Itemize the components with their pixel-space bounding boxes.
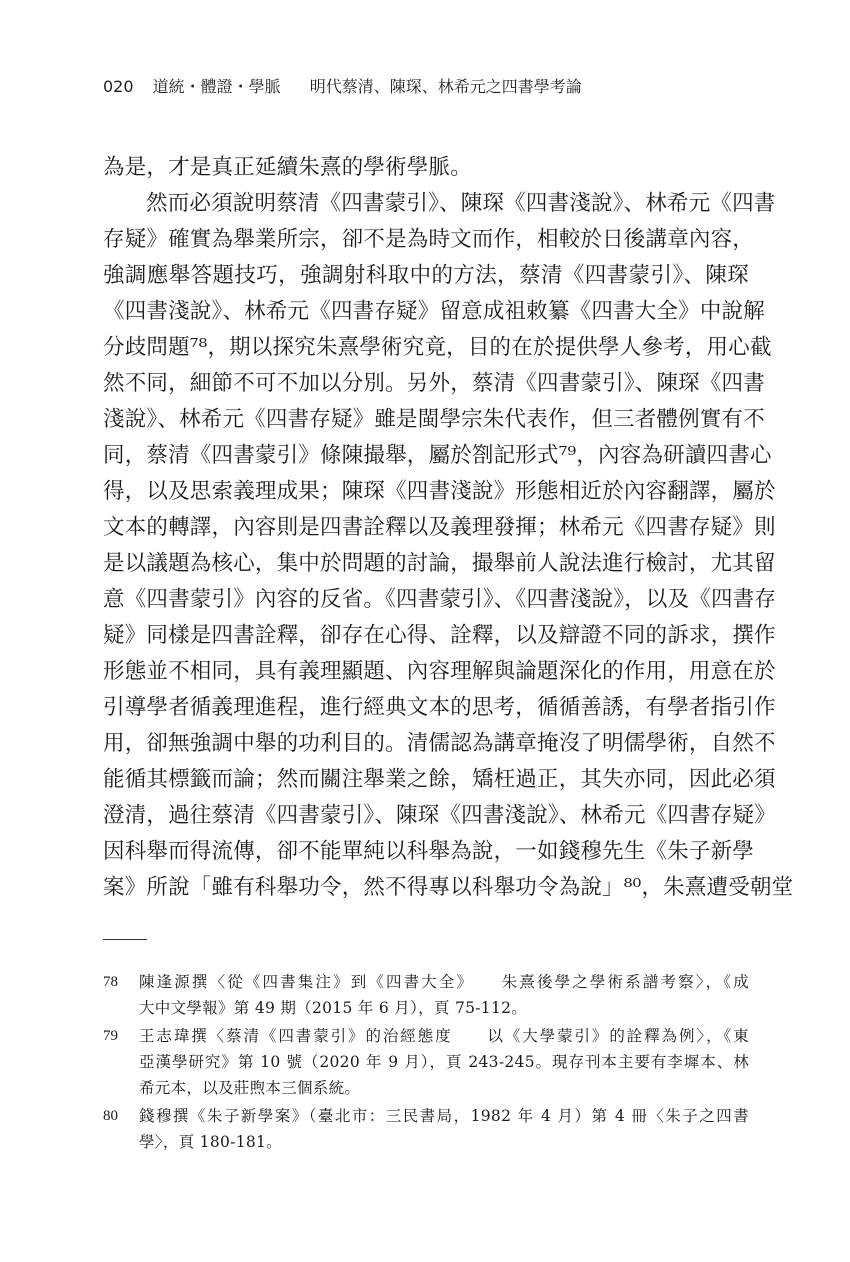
page-number: 020	[103, 77, 134, 96]
body-line: 《四書淺說》、林希元《四書存疑》留意成祖敕纂《四書大全》中說解	[103, 299, 765, 324]
chapter-title: 明代蔡清、陳琛、林希元之四書學考論	[309, 77, 582, 96]
footnote-line: 陳逢源撰〈從《四書集注》到《四書大全》 朱熹後學之學術系譜考察〉，《成	[139, 973, 749, 991]
footnote-line: 王志瑋撰〈蔡清《四書蒙引》的治經態度 以《大學蒙引》的詮釋為例〉，《東	[139, 1027, 749, 1045]
footnote	[103, 969, 749, 1021]
body-line: 澄清，過往蔡清《四書蒙引》、陳琛《四書淺說》、林希元《四書存疑》	[103, 803, 776, 828]
body-line: 分歧問題⁷⁸，期以探究朱熹學術究竟，目的在於提供學人參考，用心截	[103, 335, 772, 360]
body-line: 用，卻無強調中舉的功利目的。清儒認為講章掩沒了明儒學術，自然不	[103, 731, 776, 756]
footnote-line: 學〉，頁 180-181。	[139, 1133, 282, 1151]
footnote-number: 79	[103, 1028, 118, 1044]
footnote-number: 80	[103, 1108, 118, 1124]
body-text	[103, 150, 794, 906]
body-line: 然不同，細節不可不加以分別。另外，蔡清《四書蒙引》、陳琛《四書	[103, 371, 765, 396]
body-line: 存疑》確實為舉業所宗，卻不是為時文而作，相較於日後講章內容，	[103, 227, 755, 252]
body-line: 文本的轉譯，內容則是四書詮釋以及義理發揮；林希元《四書存疑》則	[103, 515, 776, 540]
body-line: 意《四書蒙引》內容的反省。《四書蒙引》、《四書淺說》，以及《四書存	[103, 587, 777, 612]
body-line: 能循其標籤而論；然而關注舉業之餘，矯枉過正，其失亦同，因此必須	[103, 767, 776, 792]
footnotes	[103, 969, 749, 1157]
body-line: 為是，才是真正延續朱熹的學術學脈。	[103, 155, 472, 180]
body-line: 引導學者循義理進程，進行經典文本的思考，循循善誘，有學者指引作	[103, 695, 776, 720]
body-line: 形態並不相同，具有義理顯題、內容理解與論題深化的作用，用意在於	[103, 659, 776, 684]
footnote	[103, 1023, 749, 1101]
body-line: 是以議題為核心，集中於問題的討論，撮舉前人說法進行檢討，尤其留	[103, 551, 776, 576]
series-title: 道統・體證・學脈	[152, 77, 281, 96]
body-line: 因科舉而得流傳，卻不能單純以科舉為說，一如錢穆先生《朱子新學	[103, 839, 755, 864]
body-line: 得，以及思索義理成果；陳琛《四書淺說》形態相近於內容翻譯，屬於	[103, 479, 776, 504]
footnote-number: 78	[103, 974, 118, 990]
body-line: 案》所說「雖有科舉功令，然不得專以科舉功令為說」⁸⁰，朱熹遭受朝堂	[103, 875, 794, 900]
footnote-line: 大中文學報》第 49 期（2015 年 6 月），頁 75-112。	[139, 999, 528, 1017]
running-head	[103, 76, 582, 98]
body-line: 疑》同樣是四書詮釋，卻存在心得、詮釋，以及辯證不同的訴求，撰作	[103, 623, 776, 648]
body-line: 同，蔡清《四書蒙引》條陳撮舉，屬於劄記形式⁷⁹，內容為研讀四書心	[103, 443, 772, 468]
footnote	[103, 1103, 749, 1155]
footnote-line: 錢穆撰《朱子新學案》（臺北市：三民書局，1982 年 4 月）第 4 冊〈朱子之四書	[139, 1107, 749, 1125]
footnote-divider	[103, 939, 147, 940]
body-line: 淺說》、林希元《四書存疑》雖是閩學宗朱代表作，但三者體例實有不	[103, 407, 765, 432]
body-line: 然而必須說明蔡清《四書蒙引》、陳琛《四書淺說》、林希元《四書	[146, 191, 776, 216]
footnote-line: 希元本，以及莊煦本三個系統。	[139, 1079, 361, 1097]
body-line: 強調應舉答題技巧，強調射科取中的方法，蔡清《四書蒙引》、陳琛	[103, 263, 749, 288]
footnote-line: 亞漢學研究》第 10 號（2020 年 9 月），頁 243-245。現存刊本主要有李墀本、林	[139, 1053, 749, 1071]
